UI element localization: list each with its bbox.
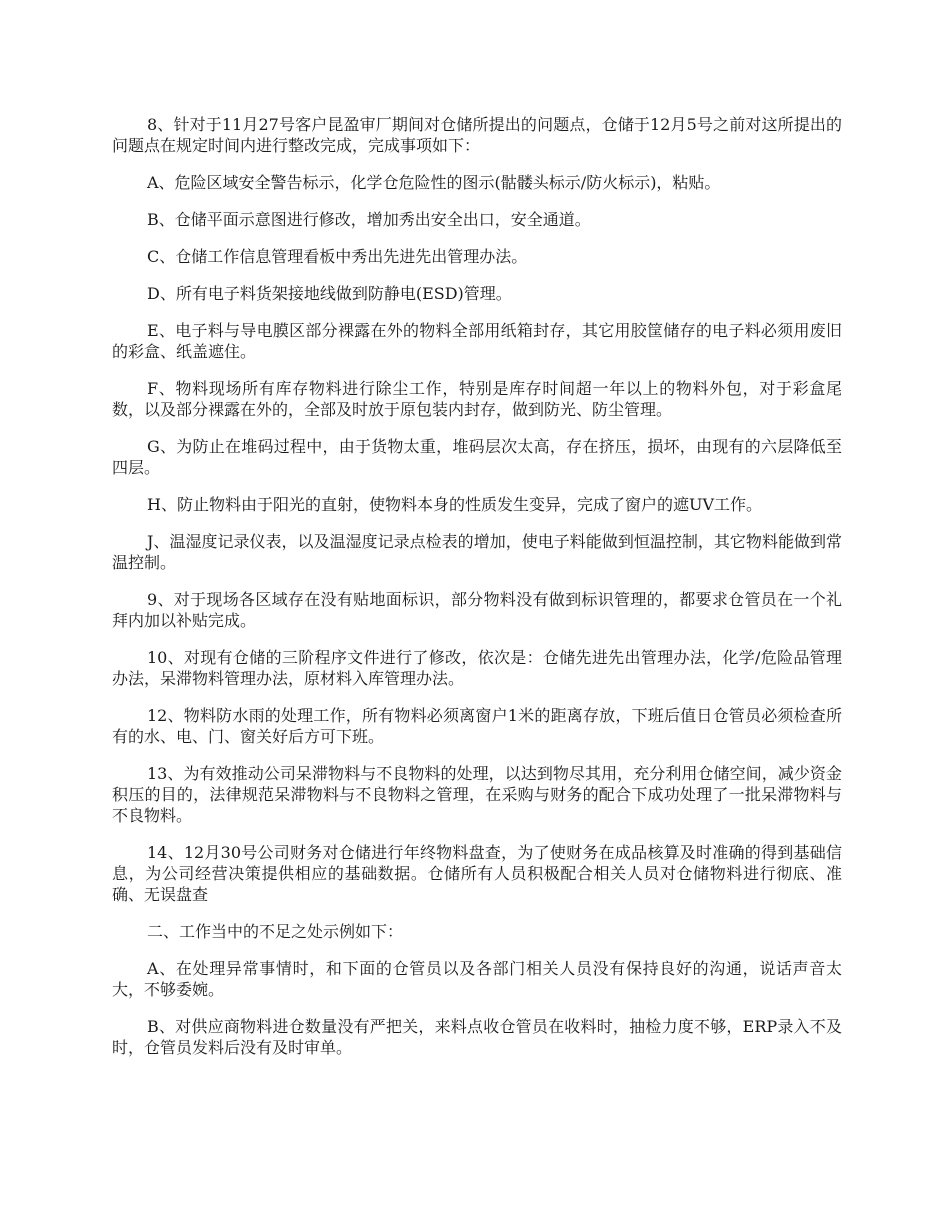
paragraph-item-8f: F、物料现场所有库存物料进行除尘工作，特别是库存时间超一年以上的物料外包，对于彩盒尾数，以及部分裸露在外的，全部及时放于原包装内封存，做到防光、防尘管理。 <box>112 379 842 419</box>
paragraph-item-8h: H、防止物料由于阳光的直射，使物料本身的性质发生变异，完成了窗户的遮UV工作。 <box>147 495 762 514</box>
document-page <box>112 114 842 1074</box>
paragraph-item-8c: C、仓储工作信息管理看板中秀出先进先出管理办法。 <box>147 247 528 266</box>
paragraph-item-10: 10、对现有仓储的三阶程序文件进行了修改，依次是：仓储先进先出管理办法，化学/危险品管理办法，呆滞物料管理办法，原材料入库管理办法。 <box>112 648 842 688</box>
paragraph-item-8: 8、针对于11月27号客户昆盈审厂期间对仓储所提出的问题点，仓储于12月5号之前对这所提出的问题点在规定时间内进行整改完成，完成事项如下： <box>112 115 842 155</box>
paragraph-shortcoming-a: A、在处理异常事情时，和下面的仓管员以及各部门相关人员没有保持良好的沟通，说话声音太大，不够委婉。 <box>112 959 842 999</box>
paragraph-item-8a: A、危险区域安全警告标示，化学仓危险性的图示(骷髅头标示/防火标示)，粘贴。 <box>147 173 721 192</box>
paragraph-item-14: 14、12月30号公司财务对仓储进行年终物料盘查，为了使财务在成品核算及时准确的得到基础信息，为公司经营决策提供相应的基础数据。仓储所有人员积极配合相关人员对仓储物料进行彻底、准确、无误盘查 <box>112 843 842 904</box>
section-heading-shortcomings: 二、工作当中的不足之处示例如下： <box>147 922 404 941</box>
paragraph-item-8j: J、温湿度记录仪表，以及温湿度记录点检表的增加，使电子料能做到恒温控制，其它物料能做到常温控制。 <box>112 532 842 572</box>
paragraph-item-8b: B、仓储平面示意图进行修改，增加秀出安全出口，安全通道。 <box>147 210 591 229</box>
paragraph-item-12: 12、物料防水雨的处理工作，所有物料必须离窗户1米的距离存放，下班后值日仓管员必须检查所有的水、电、门、窗关好后方可下班。 <box>112 706 842 746</box>
paragraph-item-9: 9、对于现场各区域存在没有贴地面标识，部分物料没有做到标识管理的，都要求仓管员在一个礼拜内加以补贴完成。 <box>112 590 842 630</box>
paragraph-item-13: 13、为有效推动公司呆滞物料与不良物料的处理，以达到物尽其用，充分利用仓储空间，减少资金积压的目的，法律规范呆滞物料与不良物料之管理，在采购与财务的配合下成功处理了一批呆滞物料与不良物料。 <box>112 764 842 825</box>
paragraph-item-8e: E、电子料与导电膜区部分裸露在外的物料全部用纸箱封存，其它用胶筐储存的电子料必须用废旧的彩盒、纸盖遮住。 <box>112 321 842 361</box>
paragraph-item-8d: D、所有电子料货架接地线做到防静电(ESD)管理。 <box>147 284 512 303</box>
paragraph-item-8g: G、为防止在堆码过程中，由于货物太重，堆码层次太高，存在挤压，损坏，由现有的六层降低至四层。 <box>112 437 842 477</box>
paragraph-shortcoming-b: B、对供应商物料进仓数量没有严把关，来料点收仓管员在收料时，抽检力度不够，ERP录入不及时，仓管员发料后没有及时审单。 <box>112 1017 842 1057</box>
